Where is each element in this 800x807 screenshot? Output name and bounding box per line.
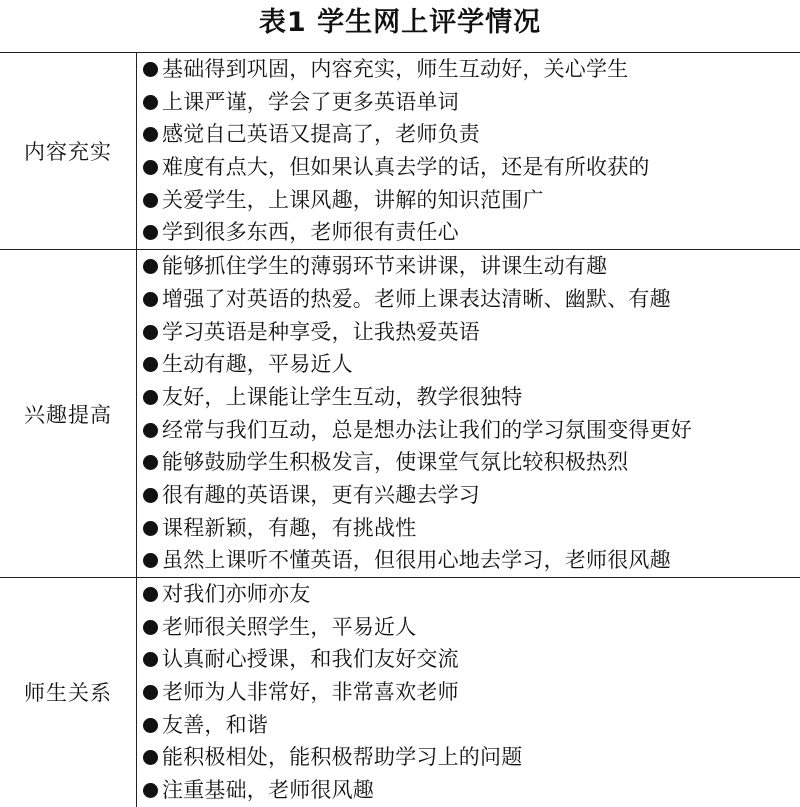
item-text: 基础得到巩固，内容充实，师生互动好，关心学生 bbox=[162, 57, 629, 81]
list-item bbox=[143, 216, 800, 249]
bullet-icon bbox=[143, 652, 158, 667]
bullet-icon bbox=[143, 160, 158, 175]
bullet-icon bbox=[143, 783, 158, 798]
list-item bbox=[143, 741, 800, 774]
item-text: 增强了对英语的热爱。老师上课表达清晰、幽默、有趣 bbox=[162, 286, 671, 311]
bullet-icon bbox=[143, 620, 158, 635]
list-item bbox=[143, 414, 800, 447]
list-item bbox=[143, 53, 800, 86]
item-text: 对我们亦师亦友 bbox=[162, 582, 311, 606]
bullet-icon bbox=[143, 455, 158, 470]
list-item bbox=[143, 184, 800, 217]
bullet-icon bbox=[143, 587, 158, 602]
list-item bbox=[143, 283, 800, 316]
item-text: 上课严谨，学会了更多英语单词 bbox=[162, 89, 459, 114]
list-item bbox=[143, 86, 800, 119]
list-item bbox=[143, 578, 800, 611]
category-label: 师生关系 bbox=[0, 578, 137, 807]
item-text: 老师为人非常好，非常喜欢老师 bbox=[162, 680, 459, 705]
group-content bbox=[0, 53, 800, 250]
group-interest bbox=[0, 250, 800, 578]
item-text: 友善，和谐 bbox=[162, 712, 268, 737]
evaluation-table bbox=[0, 52, 800, 806]
bullet-icon bbox=[143, 193, 158, 208]
bullet-icon bbox=[143, 521, 158, 536]
bullet-icon bbox=[143, 553, 158, 568]
item-text: 生动有趣，平易近人 bbox=[162, 352, 353, 377]
bullet-icon bbox=[143, 390, 158, 405]
list-item bbox=[143, 512, 800, 545]
bullet-icon bbox=[143, 357, 158, 372]
list-item bbox=[143, 381, 800, 414]
list-item bbox=[143, 774, 800, 807]
item-list bbox=[137, 250, 800, 577]
bullet-icon bbox=[143, 259, 158, 274]
item-list bbox=[137, 578, 800, 807]
bullet-icon bbox=[143, 225, 158, 240]
item-text: 课程新颖，有趣，有挑战性 bbox=[162, 515, 417, 540]
item-text: 老师很关照学生，平易近人 bbox=[162, 614, 417, 639]
item-text: 能够抓住学生的薄弱环节来讲课，讲课生动有趣 bbox=[162, 254, 608, 279]
item-text: 很有趣的英语课，更有兴趣去学习 bbox=[162, 482, 480, 507]
item-text: 能够鼓励学生积极发言，使课堂气氛比较积极热烈 bbox=[162, 450, 629, 475]
group-relationship bbox=[0, 578, 800, 807]
list-item bbox=[143, 348, 800, 381]
bullet-icon bbox=[143, 718, 158, 733]
list-item bbox=[143, 250, 800, 283]
item-text: 感觉自己英语又提高了，老师负责 bbox=[162, 122, 480, 147]
bullet-icon bbox=[143, 685, 158, 700]
bullet-icon bbox=[143, 325, 158, 340]
item-text: 经常与我们互动，总是想办法让我们的学习氛围变得更好 bbox=[162, 417, 692, 442]
bullet-icon bbox=[143, 127, 158, 142]
bullet-icon bbox=[143, 62, 158, 77]
bullet-icon bbox=[143, 292, 158, 307]
category-label: 内容充实 bbox=[0, 53, 137, 249]
item-text: 友好，上课能让学生互动，教学很独特 bbox=[162, 384, 523, 409]
item-text: 虽然上课听不懂英语，但很用心地去学习，老师很风趣 bbox=[162, 548, 671, 573]
bullet-icon bbox=[143, 423, 158, 438]
item-text: 难度有点大，但如果认真去学的话，还是有所收获的 bbox=[162, 155, 650, 180]
bullet-icon bbox=[143, 750, 158, 765]
item-text: 学到很多东西，老师很有责任心 bbox=[162, 220, 459, 245]
bullet-icon bbox=[143, 488, 158, 503]
list-item bbox=[143, 479, 800, 512]
list-item bbox=[143, 544, 800, 577]
item-text: 能积极相处，能积极帮助学习上的问题 bbox=[162, 745, 523, 770]
table-title: 表1 学生网上评学情况 bbox=[258, 7, 542, 38]
list-item bbox=[143, 446, 800, 479]
list-item bbox=[143, 316, 800, 349]
list-item bbox=[143, 151, 800, 184]
item-text: 注重基础，老师很风趣 bbox=[162, 778, 374, 803]
category-label: 兴趣提高 bbox=[0, 250, 137, 577]
item-text: 关爱学生，上课风趣，讲解的知识范围广 bbox=[162, 187, 544, 212]
list-item bbox=[143, 676, 800, 709]
item-text: 学习英语是种享受，让我热爱英语 bbox=[162, 319, 480, 344]
item-list bbox=[137, 53, 800, 249]
list-item bbox=[143, 709, 800, 742]
list-item bbox=[143, 118, 800, 151]
list-item bbox=[143, 643, 800, 676]
item-text: 认真耐心授课，和我们友好交流 bbox=[162, 647, 459, 672]
bullet-icon bbox=[143, 95, 158, 110]
list-item bbox=[143, 611, 800, 644]
